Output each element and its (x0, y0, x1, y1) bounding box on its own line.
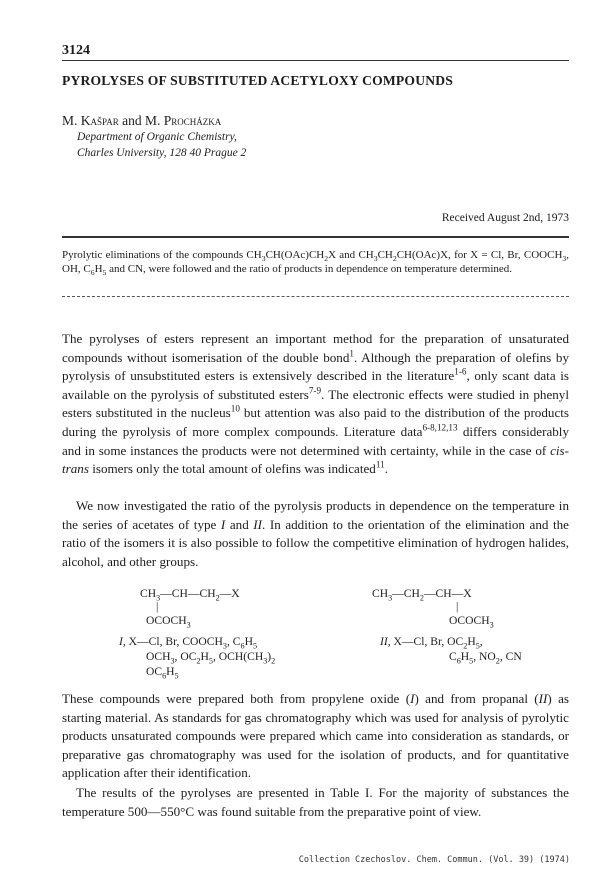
subscript: 2 (324, 254, 329, 264)
formula-part: OCOCH (449, 614, 490, 627)
formula-part: CH (372, 587, 389, 600)
structure-I-bond: | (156, 600, 159, 613)
formula-part: , X—Cl, Br, OC (387, 635, 464, 648)
subscript: 3 (263, 656, 268, 666)
formula-part: H (460, 650, 470, 663)
abstract-text: CH(OAc)X, for X = Cl, Br, COOCH (396, 249, 563, 261)
formula-part: , X—Cl, Br, COOCH (122, 635, 223, 648)
subscript: 3 (562, 254, 567, 264)
paragraph-intro (62, 330, 569, 479)
formula-part: —X (219, 587, 240, 600)
formula-part: , CN (499, 650, 522, 663)
reference-mark: 7-9 (308, 385, 322, 396)
structure-II-bond: | (456, 600, 459, 613)
subscript: 5 (208, 656, 213, 666)
body-text: . In addition to the orientation of the elimination and the ratio of the isomers it is also possible to follow the competitive elimination of hydrogen halides, alcohol, and other groups. (62, 516, 569, 569)
formula-part: OC (146, 665, 163, 678)
formula-part: H (244, 635, 253, 648)
body-text: but attention was also paid to the distribution of the products during the pyrolysis of more complex compounds. Literature data (62, 405, 569, 439)
subscript: 3 (489, 620, 494, 630)
author2-name: Procházka (163, 113, 222, 128)
abstract-bottom-rule (62, 296, 569, 298)
formula-part: , (479, 635, 483, 648)
body-text: and (225, 516, 254, 532)
body-text: . Although the preparation of olefins by pyrolysis of unsubstituted esters is extensively described in the literature (62, 349, 569, 384)
subscript: 6 (240, 641, 245, 651)
formula-part: , OC (174, 650, 197, 663)
subscript: 5 (252, 641, 257, 651)
subscript: 2 (392, 254, 397, 264)
formula-part: CH (140, 587, 157, 600)
structure-I-caption-line3 (146, 664, 179, 679)
body-text: , only scant data is available on the pyrolysis of substituted esters (62, 368, 569, 402)
formula-part: H (166, 665, 175, 678)
subscript: 6 (162, 671, 167, 681)
abstract-text: X and CH (328, 249, 374, 261)
compound-label: I (119, 635, 123, 648)
structure-II-substituent (449, 613, 494, 628)
abstract-text: Pyrolytic eliminations of the compounds CH (62, 249, 262, 261)
formula-part: OCOCH (146, 614, 187, 627)
formula-part: , OCH(CH (212, 650, 264, 663)
subscript: 2 (419, 593, 424, 603)
authors (62, 113, 221, 129)
reference-mark: 6-8,12,13 (422, 422, 458, 433)
abstract-text: CH (377, 249, 393, 261)
abstract-text: and CN, were followed and the ratio of products in dependence on temperature determined. (106, 263, 513, 275)
paragraph-investigation (62, 497, 569, 571)
affiliation-address: Charles University, 128 40 Prague 2 (77, 147, 247, 159)
abstract (62, 248, 569, 276)
formula-part: H (467, 635, 476, 648)
structure-I-caption-line2 (146, 649, 275, 664)
subscript: 2 (463, 641, 468, 651)
structure-I-substituent (146, 613, 191, 628)
abstract-top-rule (62, 236, 569, 238)
body-text: We now investigated the ratio of the pyrolysis products in dependence on the temperature in the series of acetates of type (62, 498, 569, 532)
abstract-text: H (94, 263, 103, 275)
body-text: . The electronic effects were studied in phenyl esters substituted in the nucleus (62, 386, 569, 421)
affiliation-department: Department of Organic Chemistry, (77, 131, 237, 143)
formula-part: C (449, 650, 457, 663)
body-text: . (384, 461, 388, 477)
body-text: isomers only the total amount of olefins was indicated (88, 461, 376, 477)
subscript: 6 (456, 656, 461, 666)
structure-I-caption (119, 634, 257, 649)
subscript: 3 (156, 593, 161, 603)
subscript: 3 (222, 641, 227, 651)
compound-label: I (220, 516, 226, 532)
subscript: 3 (186, 620, 191, 630)
subscript: 3 (373, 254, 378, 264)
subscript: 5 (174, 671, 179, 681)
compound-label: I (410, 691, 415, 706)
body-text: These compounds were prepared both from propylene oxide ( (62, 691, 411, 706)
journal-footer: Collection Czechoslov. Chem. Commun. (Vol. 39) (1974) (298, 855, 570, 865)
formula-part: H (200, 650, 209, 663)
structure-II-caption (380, 634, 483, 649)
body-text: ) and from propanal ( (414, 691, 539, 706)
reference-mark: 11 (375, 459, 385, 470)
abstract-text: CH(OAc)CH (265, 249, 325, 261)
structure-I-formula (140, 586, 240, 601)
header-rule (62, 60, 569, 61)
author1-name: Kašpar (80, 113, 119, 128)
formula-part: —CH (392, 587, 420, 600)
subscript: 2 (215, 593, 220, 603)
subscript: 6 (90, 268, 95, 278)
subscript: 2 (495, 656, 500, 666)
body-text: differs considerably and in some instances the products were not determined with certainty, while in the case of (62, 423, 569, 458)
subscript: 5 (469, 656, 474, 666)
formula-part: ) (267, 650, 272, 663)
reference-mark: 10 (230, 404, 240, 415)
paragraph-results: The results of the pyrolyses are presented in Table I. For the majority of substances the temperature 500—550°C was found suitable from the preparative point of view. (62, 785, 569, 819)
author1-initial: M. (62, 113, 81, 128)
formula-part: , NO (473, 650, 496, 663)
structure-II-caption-line2 (449, 649, 522, 664)
subscript: 5 (102, 268, 107, 278)
subscript: 2 (271, 656, 276, 666)
article-title: PYROLYSES OF SUBSTITUTED ACETYLOXY COMPOUNDS (62, 73, 454, 88)
compound-label: II (538, 691, 548, 706)
paragraph-preparation (62, 690, 569, 783)
subscript: 2 (196, 656, 201, 666)
page-number: 3124 (62, 43, 90, 58)
subscript: 3 (170, 656, 175, 666)
formula-part: , C (226, 635, 241, 648)
author-conjunction: and M. (118, 113, 164, 128)
compound-label: II (253, 516, 263, 532)
reference-mark: 1-6 (454, 366, 467, 377)
abstract-text: , OH, C (62, 249, 569, 275)
subscript: 3 (261, 254, 266, 264)
received-date: Received August 2nd, 1973 (441, 212, 569, 224)
subscript: 3 (388, 593, 393, 603)
italic-term: cis-trans (62, 442, 569, 477)
subscript: 5 (475, 641, 480, 651)
formula-part: OCH (146, 650, 171, 663)
formula-part: —CH—CH (160, 587, 216, 600)
formula-part: —CH—X (423, 587, 472, 600)
body-text: ) as starting material. As standards for gas chromatography which was used for analysis of pyrolytic products unsaturated compounds were prepared which came into consideration as standards, or preparative gas chromatography was used for the isolation of products, and for quantitative application after their identification. (62, 691, 569, 781)
compound-label: II (380, 635, 388, 648)
reference-mark: 1 (349, 348, 354, 359)
body-text: The pyrolyses of esters represent an important method for the preparation of unsaturated compounds without isomerisation of the double bond (62, 331, 569, 365)
